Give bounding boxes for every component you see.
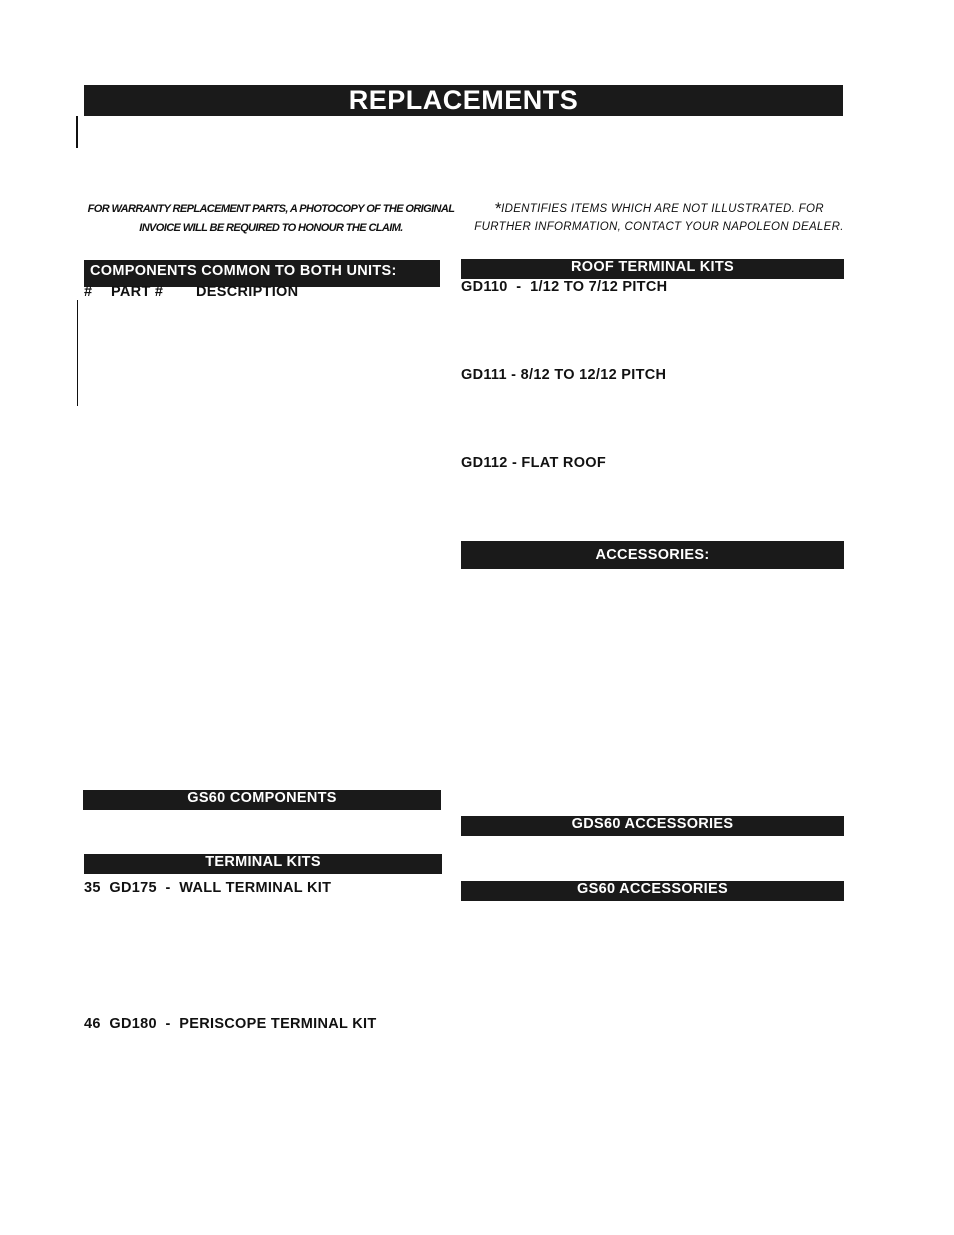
terminal-kits-header: TERMINAL KITS xyxy=(84,854,442,874)
not-illustrated-note xyxy=(470,200,848,236)
column-header-number: # xyxy=(84,284,93,300)
list-item-gd110: GD110 - 1/12 TO 7/12 PITCH xyxy=(461,279,668,295)
gs60-components-header: GS60 COMPONENTS xyxy=(83,790,441,810)
warranty-note: FOR WARRANTY REPLACEMENT PARTS, A PHOTOCOPY OF THE ORIGINAL INVOICE WILL BE REQUIRED TO HONOUR THE CLAIM. xyxy=(87,203,455,234)
common-components-header: COMPONENTS COMMON TO BOTH UNITS: xyxy=(84,260,440,287)
asterisk-marker: * xyxy=(494,199,502,218)
gs60-accessories-header: GS60 ACCESSORIES xyxy=(461,881,844,901)
revision-bar-left xyxy=(77,300,78,406)
not-illustrated-text: IDENTIFIES ITEMS WHICH ARE NOT ILLUSTRATED. FOR FURTHER INFORMATION, CONTACT YOUR NAPOLEON DEALER. xyxy=(474,203,844,233)
revision-bar-top xyxy=(76,116,78,148)
roof-terminal-kits-header: ROOF TERMINAL KITS xyxy=(461,259,844,279)
list-item-gd111: GD111 - 8/12 TO 12/12 PITCH xyxy=(461,367,667,383)
list-item-periscope-terminal-kit: 46 GD180 - PERISCOPE TERMINAL KIT xyxy=(84,1016,377,1032)
gds60-accessories-header: GDS60 ACCESSORIES xyxy=(461,816,844,836)
column-header-description: DESCRIPTION xyxy=(196,284,299,300)
accessories-header: ACCESSORIES: xyxy=(461,541,844,569)
list-item-gd112: GD112 - FLAT ROOF xyxy=(461,455,607,471)
page-title: REPLACEMENTS xyxy=(84,85,843,116)
list-item-wall-terminal-kit: 35 GD175 - WALL TERMINAL KIT xyxy=(84,880,332,896)
column-header-part-number: PART # xyxy=(111,284,164,300)
